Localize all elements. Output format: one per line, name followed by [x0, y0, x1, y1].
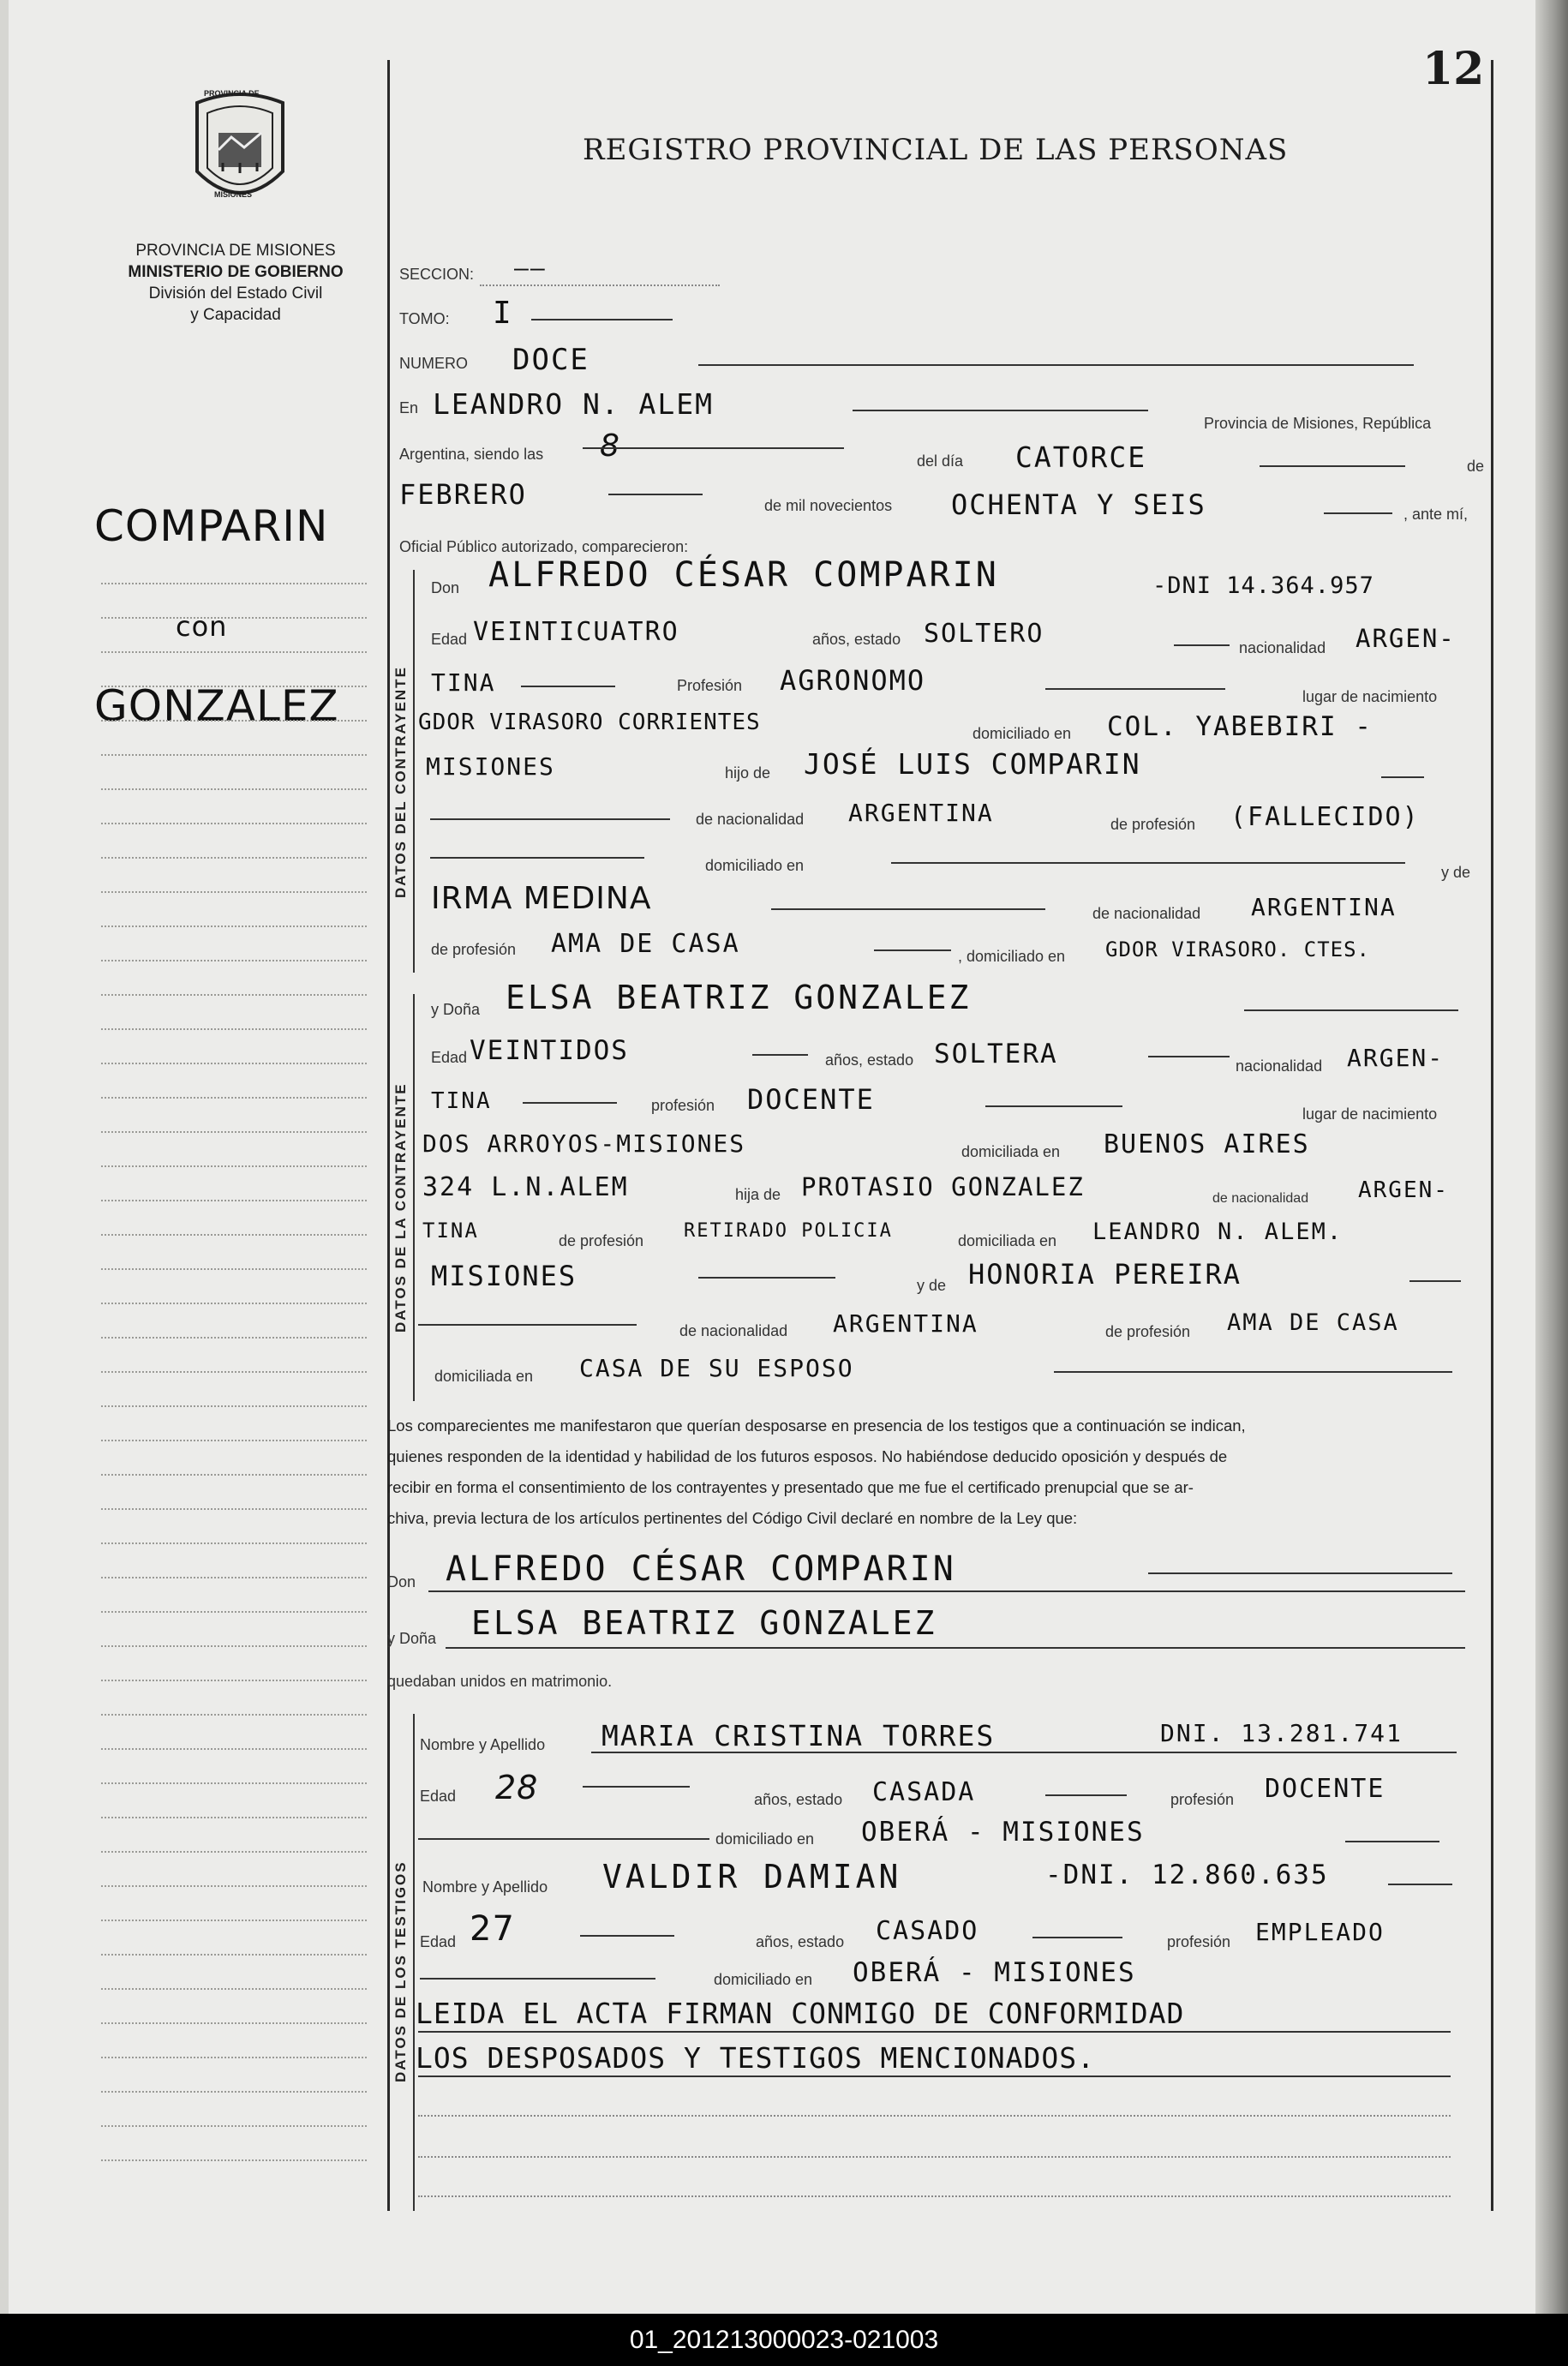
margin-note-2: con: [176, 610, 228, 643]
don-label: Don: [431, 579, 460, 596]
margin-rule: [101, 1097, 367, 1099]
margin-rule: [101, 1303, 367, 1304]
margin-rule: [101, 1542, 367, 1544]
margin-rule: [101, 583, 367, 584]
margin-rule: [101, 857, 367, 859]
hijo-label: hijo de: [725, 764, 771, 782]
testigos-note-1: LEIDA EL ACTA FIRMAN CONMIGO DE CONFORMIDAD: [416, 1997, 1185, 2030]
anio-label: de mil novecientos: [764, 497, 893, 514]
t2-edad: 27: [470, 1909, 515, 1949]
margin-rule: [101, 1371, 367, 1373]
y-de-label-1: y de: [1441, 864, 1471, 881]
contrayenta-padre: PROTASIO GONZALEZ: [801, 1172, 1085, 1201]
decl-closing: quedaban unidos en matrimonio.: [387, 1673, 613, 1690]
margin-rule: [101, 1988, 367, 1990]
page-right-edge: [1535, 0, 1568, 2314]
contrayenta-bracket: [413, 994, 415, 1401]
page-title: REGISTRO PROVINCIAL DE LAS PERSONAS: [583, 133, 1289, 167]
margin-rule: [101, 1063, 367, 1064]
contrayenta-nac-b: TINA: [431, 1088, 492, 1114]
padre-nac: ARGENTINA: [848, 799, 994, 827]
margin-rule: [101, 2091, 367, 2093]
contrayente-section-label: DATOS DEL CONTRAYENTE: [392, 666, 409, 898]
org-division: División del Estado Civil: [148, 285, 323, 302]
t1-estado: CASADA: [872, 1777, 976, 1807]
testigos-bracket: [413, 1714, 415, 2211]
contrayenta-padre-prof: RETIRADO POLICIA: [684, 1220, 893, 1242]
t1-dom: OBERÁ - MISIONES: [861, 1817, 1145, 1848]
margin-note-1: COMPARIN: [94, 501, 329, 551]
contrayenta-madre-nac-label: de nacionalidad: [679, 1322, 788, 1339]
margin-rule: [101, 1714, 367, 1716]
right-divider: [1491, 60, 1493, 2211]
margin-rule: [101, 994, 367, 996]
declaration-line-3: recibir en forma el consentimiento de los contrayentes y presentado que me fue el certificado prenupcial que se ar-: [387, 1478, 1194, 1496]
madre-nombre: IRMA MEDINA: [431, 881, 652, 916]
contrayenta-dom-label: domiciliada en: [961, 1143, 1061, 1160]
t2-nombre: VALDIR DAMIAN: [602, 1858, 902, 1896]
margin-rule: [101, 1920, 367, 1921]
contrayenta-padre-nac-b: TINA: [422, 1219, 479, 1243]
contrayente-dni: -DNI 14.364.957: [1152, 572, 1374, 599]
t1-nombre: MARIA CRISTINA TORRES: [601, 1719, 996, 1752]
padre-prof: (FALLECIDO): [1230, 802, 1420, 832]
t1-dom-label: domiciliado en: [715, 1830, 815, 1848]
contrayenta-profesion: DOCENTE: [747, 1083, 875, 1116]
testigos-note-2: LOS DESPOSADOS Y TESTIGOS MENCIONADOS.: [416, 2041, 1095, 2075]
margin-rule: [101, 1474, 367, 1476]
contrayenta-nac-label: nacionalidad: [1236, 1057, 1323, 1075]
contrayente-dom-b: MISIONES: [426, 752, 555, 781]
contrayenta-nac-a: ARGEN-: [1347, 1044, 1445, 1072]
seal-text-top: PROVINCIA DE: [204, 89, 260, 98]
margin-rule: [101, 1954, 367, 1956]
margin-rule: [101, 1268, 367, 1270]
contrayente-edad-label: Edad: [431, 631, 468, 648]
padre-dom-label: domiciliado en: [705, 857, 805, 874]
margin-rule: [101, 1440, 367, 1441]
contrayente-nombre: ALFREDO CÉSAR COMPARIN: [488, 555, 999, 595]
margin-note-3: GONZALEZ: [94, 681, 339, 731]
margin-rule: [101, 1508, 367, 1510]
t1-prof-label: profesión: [1170, 1791, 1235, 1808]
t1-prof: DOCENTE: [1265, 1774, 1385, 1804]
t2-estado: CASADO: [876, 1916, 979, 1946]
testigos-section-label: DATOS DE LOS TESTIGOS: [392, 1860, 409, 2082]
page-number: 12: [1422, 43, 1485, 95]
file-caption: 01_201213000023-021003: [0, 2314, 1568, 2366]
t2-dom: OBERÁ - MISIONES: [853, 1957, 1136, 1988]
contrayenta-lugar-label: lugar de nacimiento: [1302, 1105, 1438, 1123]
contrayente-profesion: AGRONOMO: [780, 664, 926, 697]
contrayenta-madre-nac: ARGENTINA: [833, 1309, 979, 1338]
contrayente-estado-label: años, estado: [812, 631, 901, 648]
madre-dom-label: , domiciliado en: [958, 948, 1066, 965]
contrayenta-edad: VEINTIDOS: [470, 1035, 629, 1066]
contrayenta-padre-nac-a: ARGEN-: [1358, 1177, 1449, 1203]
contrayenta-padre-nac-label: de nacionalidad: [1212, 1191, 1309, 1206]
margin-rule: [101, 686, 367, 687]
margin-rule: [101, 1782, 367, 1784]
dona-label: y Doña: [431, 1001, 481, 1018]
margin-rule: [101, 617, 367, 619]
hora-value: 8: [600, 428, 620, 464]
contrayente-nac-b: TINA: [431, 668, 496, 697]
margin-rule: [101, 1611, 367, 1613]
seal-text-bottom: MISIONES: [214, 190, 253, 199]
numero-value: DOCE: [512, 343, 589, 377]
contrayente-nac-a: ARGEN-: [1356, 624, 1456, 653]
margin-rule: [101, 720, 367, 722]
margin-rule: [101, 2125, 367, 2127]
y-de-label-2: y de: [917, 1277, 947, 1294]
declaration-line-2: quienes responden de la identidad y habilidad de los futuros esposos. No habiéndose deducido oposición y después de: [387, 1447, 1228, 1465]
madre-prof-label: de profesión: [431, 941, 517, 958]
contrayenta-padre-prof-label: de profesión: [559, 1232, 644, 1249]
hija-label: hija de: [735, 1186, 781, 1203]
margin-rule: [101, 651, 367, 653]
contrayente-dom-label: domiciliado en: [973, 725, 1072, 742]
margin-rule: [101, 1131, 367, 1133]
contrayenta-dom-a: BUENOS AIRES: [1104, 1129, 1310, 1159]
margin-rule: [101, 925, 367, 927]
page-left-edge: [0, 0, 9, 2314]
contrayenta-padre-dom-a: LEANDRO N. ALEM.: [1092, 1219, 1344, 1245]
t1-dni: DNI. 13.281.741: [1160, 1719, 1403, 1747]
t2-estado-label: años, estado: [756, 1933, 845, 1950]
numero-label: NUMERO: [399, 355, 468, 372]
contrayenta-madre-dom: CASA DE SU ESPOSO: [579, 1354, 854, 1382]
margin-rule: [101, 823, 367, 824]
contrayenta-edad-label: Edad: [431, 1049, 468, 1066]
declaration-line-1: Los comparecientes me manifestaron que querían desposarse en presencia de los testigos que a continuación se indican,: [387, 1417, 1246, 1435]
margin-rule: [101, 960, 367, 961]
seccion-label: SECCION:: [399, 266, 475, 283]
margin-rule: [101, 1234, 367, 1236]
margin-rule: [101, 2022, 367, 2024]
contrayente-lugar: GDOR VIRASORO CORRIENTES: [418, 710, 761, 735]
decl-dona-label: y Doña: [387, 1630, 437, 1647]
margin-rule: [101, 1748, 367, 1750]
t2-dom-label: domiciliado en: [714, 1971, 813, 1988]
margin-rule: [101, 1337, 367, 1339]
t1-estado-label: años, estado: [754, 1791, 843, 1808]
siendo-label: Argentina, siendo las: [399, 446, 544, 463]
contrayente-lugar-label: lugar de nacimiento: [1302, 688, 1438, 705]
de-label: de: [1467, 458, 1485, 475]
contrayenta-madre-dom-label: domiciliada en: [434, 1368, 534, 1385]
t2-prof-label: profesión: [1167, 1933, 1231, 1950]
contrayente-edad: VEINTICUATRO: [473, 617, 679, 647]
t2-prof: EMPLEADO: [1255, 1918, 1385, 1946]
margin-rule: [101, 1577, 367, 1578]
contrayente-prof-label: Profesión: [677, 677, 743, 694]
decl-don-value: ALFREDO CÉSAR COMPARIN: [446, 1549, 956, 1589]
margin-divider: [387, 60, 390, 2211]
org-province: PROVINCIA DE MISIONES: [135, 242, 336, 260]
margin-rule: [101, 891, 367, 893]
padre-prof-label: de profesión: [1110, 816, 1196, 833]
margin-rule: [101, 1885, 367, 1887]
t1-edad: 28: [495, 1769, 539, 1806]
tomo-value: I: [493, 296, 513, 331]
dia-value: CATORCE: [1015, 440, 1147, 474]
contrayente-nac-label: nacionalidad: [1239, 639, 1326, 656]
t1-edad-label: Edad: [420, 1788, 457, 1805]
contrayenta-lugar: DOS ARROYOS-MISIONES: [422, 1129, 746, 1158]
margin-rule: [101, 1851, 367, 1853]
t2-dni: -DNI. 12.860.635: [1045, 1860, 1329, 1890]
anio-value: OCHENTA Y SEIS: [951, 488, 1206, 521]
contrayenta-estado-label: años, estado: [825, 1051, 914, 1069]
dia-label: del día: [917, 452, 964, 470]
t2-edad-label: Edad: [420, 1933, 457, 1950]
margin-rule: [101, 1645, 367, 1647]
margin-rule: [101, 788, 367, 790]
decl-don-label: Don: [387, 1573, 416, 1590]
margin-rule: [101, 1200, 367, 1201]
madre-dom: GDOR VIRASORO. CTES.: [1105, 937, 1370, 961]
contrayente-estado: SOLTERO: [924, 619, 1044, 649]
en-label: En: [399, 399, 419, 416]
contrayenta-madre: HONORIA PEREIRA: [968, 1258, 1242, 1291]
contrayenta-madre-prof-label: de profesión: [1105, 1323, 1191, 1340]
margin-rule: [101, 1165, 367, 1167]
contrayenta-padre-dom-label: domiciliada en: [958, 1232, 1057, 1249]
ante-label: , ante mí,: [1403, 506, 1469, 523]
margin-rule: [101, 1680, 367, 1681]
declaration-text: [387, 1411, 1475, 1534]
org-block: [94, 240, 377, 326]
margin-rule: [101, 1405, 367, 1407]
provincia-label: Provincia de Misiones, República: [1204, 415, 1432, 432]
decl-dona-value: ELSA BEATRIZ GONZALEZ: [471, 1604, 937, 1642]
padre-nombre: JOSÉ LUIS COMPARIN: [804, 747, 1141, 781]
margin-rule: [101, 1028, 367, 1030]
contrayenta-nombre: ELSA BEATRIZ GONZALEZ: [506, 979, 972, 1016]
contrayenta-section-label: DATOS DE LA CONTRAYENTE: [392, 1082, 409, 1333]
padre-nac-label: de nacionalidad: [696, 811, 805, 828]
madre-nac: ARGENTINA: [1251, 893, 1397, 921]
margin-rule: [101, 2159, 367, 2161]
t1-nombre-label: Nombre y Apellido: [420, 1736, 546, 1753]
contrayente-dom-a: COL. YABEBIRI -: [1107, 711, 1373, 742]
oficial-label: Oficial Público autorizado, comparecieron:: [399, 538, 689, 555]
t2-nombre-label: Nombre y Apellido: [422, 1878, 548, 1896]
declaration-line-4: chiva, previa lectura de los artículos pertinentes del Código Civil declaré en nombre de la Ley que:: [387, 1509, 1078, 1527]
contrayente-bracket: [413, 570, 415, 973]
margin-rule: [101, 2057, 367, 2058]
madre-nac-label: de nacionalidad: [1092, 905, 1201, 922]
tomo-label: TOMO:: [399, 310, 450, 327]
en-value: LEANDRO N. ALEM: [433, 387, 715, 421]
seccion-value: ——: [514, 254, 547, 282]
contrayenta-prof-label: profesión: [651, 1097, 715, 1114]
contrayenta-dom-b: 324 L.N.ALEM: [422, 1172, 629, 1202]
org-division-2: y Capacidad: [190, 306, 281, 324]
org-ministry: MINISTERIO DE GOBIERNO: [128, 263, 344, 281]
contrayenta-estado: SOLTERA: [934, 1039, 1058, 1069]
contrayenta-madre-prof: AMA DE CASA: [1227, 1309, 1399, 1336]
margin-rule: [101, 754, 367, 756]
madre-prof: AMA DE CASA: [551, 929, 740, 959]
contrayenta-padre-dom-b: MISIONES: [431, 1260, 578, 1292]
mes-value: FEBRERO: [399, 478, 527, 511]
margin-rule: [101, 1817, 367, 1818]
